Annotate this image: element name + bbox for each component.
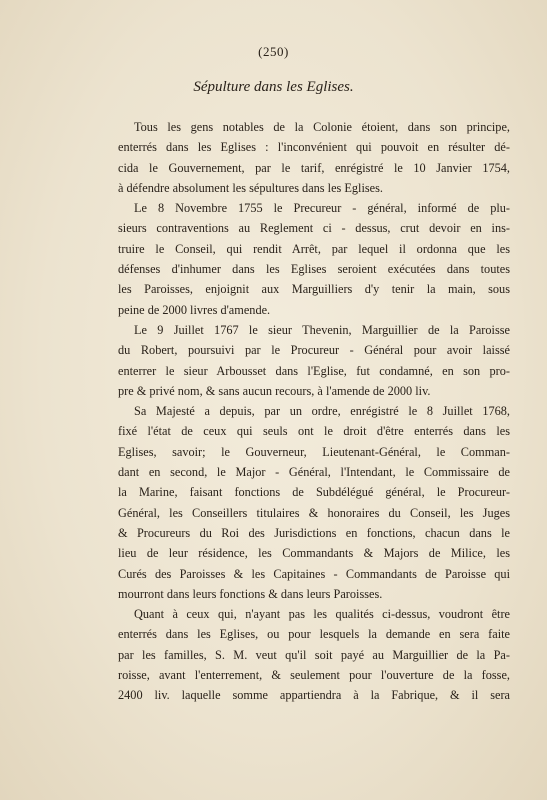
text-line: roisse, avant l'enterrement, & seulement pour l'ouverture de la fosse, <box>118 668 510 683</box>
text-line: mourront dans leurs fonctions & dans leurs Paroisses. <box>118 586 383 601</box>
text-line: Le 8 Novembre 1755 le Precureur - général, informé de plu- <box>134 201 510 216</box>
paragraph-1 <box>118 117 510 198</box>
page-number: (250) <box>258 44 289 59</box>
text-line: Quant à ceux qui, n'ayant pas les qualités ci-dessus, voudront être <box>134 607 510 622</box>
text-line: fixé l'état de ceux qui seuls ont le droit d'être enterrés dans les <box>118 424 510 439</box>
text-line: 2400 liv. laquelle somme appartiendra à la Fabrique, & il sera <box>118 688 510 703</box>
text-line: pre & privé nom, & sans aucun recours, à l'amende de 2000 liv. <box>118 383 431 398</box>
text-line: dant en second, le Major - Général, l'Intendant, le Commissaire de <box>118 465 510 480</box>
text-line: à défendre absolument les sépultures dans les Eglises. <box>118 180 383 195</box>
paragraph-3 <box>118 320 510 401</box>
text-line: Tous les gens notables de la Colonie étoient, dans son principe, <box>134 120 510 134</box>
section-title: Sépulture dans les Eglises. <box>193 79 354 95</box>
text-line: par les familles, S. M. veut qu'il soit payé au Marguillier de la Pa- <box>118 647 510 662</box>
text-line: sieurs contraventions au Reglement ci - dessus, crut devoir en ins- <box>118 221 510 236</box>
text-line: enterrer le sieur Arbousset dans l'Eglise, fut condamné, en son pro- <box>118 363 510 378</box>
text-line: Général, les Conseillers titulaires & honoraires du Conseil, les Juges <box>118 505 510 520</box>
text-line: les Paroisses, enjoignit aux Marguilliers d'y tenir la main, sous <box>118 282 510 297</box>
text-line: Eglises, savoir; le Gouverneur, Lieutenant-Général, le Comman- <box>118 444 510 459</box>
text-line: Sa Majesté a depuis, par un ordre, enrégistré le 8 Juillet 1768, <box>134 404 510 419</box>
paragraph-4 <box>118 401 510 604</box>
paragraph-5 <box>118 604 510 705</box>
text-line: défenses d'inhumer dans les Eglises seroient exécutées dans toutes <box>118 262 510 277</box>
body-text <box>118 117 510 706</box>
text-line: Le 9 Juillet 1767 le sieur Thevenin, Marguillier de la Paroisse <box>134 322 510 337</box>
text-line: enterrés dans les Eglises, ou pour lesquels la demande en sera faite <box>118 627 510 642</box>
text-line: lieu de leur résidence, les Commandants & Majors de Milice, les <box>118 546 510 561</box>
text-line: & Procureurs du Roi des Jurisdictions en fonctions, chacun dans le <box>118 525 510 540</box>
paragraph-2 <box>118 198 510 320</box>
text-line: Curés des Paroisses & les Capitaines - Commandants de Paroisse qui <box>118 566 510 581</box>
text-line: enterrés dans les Eglises : l'inconvénient qui pouvoit en résulter dé- <box>118 140 510 155</box>
text-line: cida le Gouvernement, par le tarif, enrégistré le 10 Janvier 1754, <box>118 160 510 175</box>
text-line: peine de 2000 livres d'amende. <box>118 302 271 317</box>
text-line: du Robert, poursuivi par le Procureur - Général pour avoir laissé <box>118 343 510 358</box>
text-line: la Marine, faisant fonctions de Subdélégué général, le Procureur- <box>118 485 510 500</box>
text-line: truire le Conseil, qui rendit Arrêt, par lequel il ordonna que les <box>118 241 510 256</box>
